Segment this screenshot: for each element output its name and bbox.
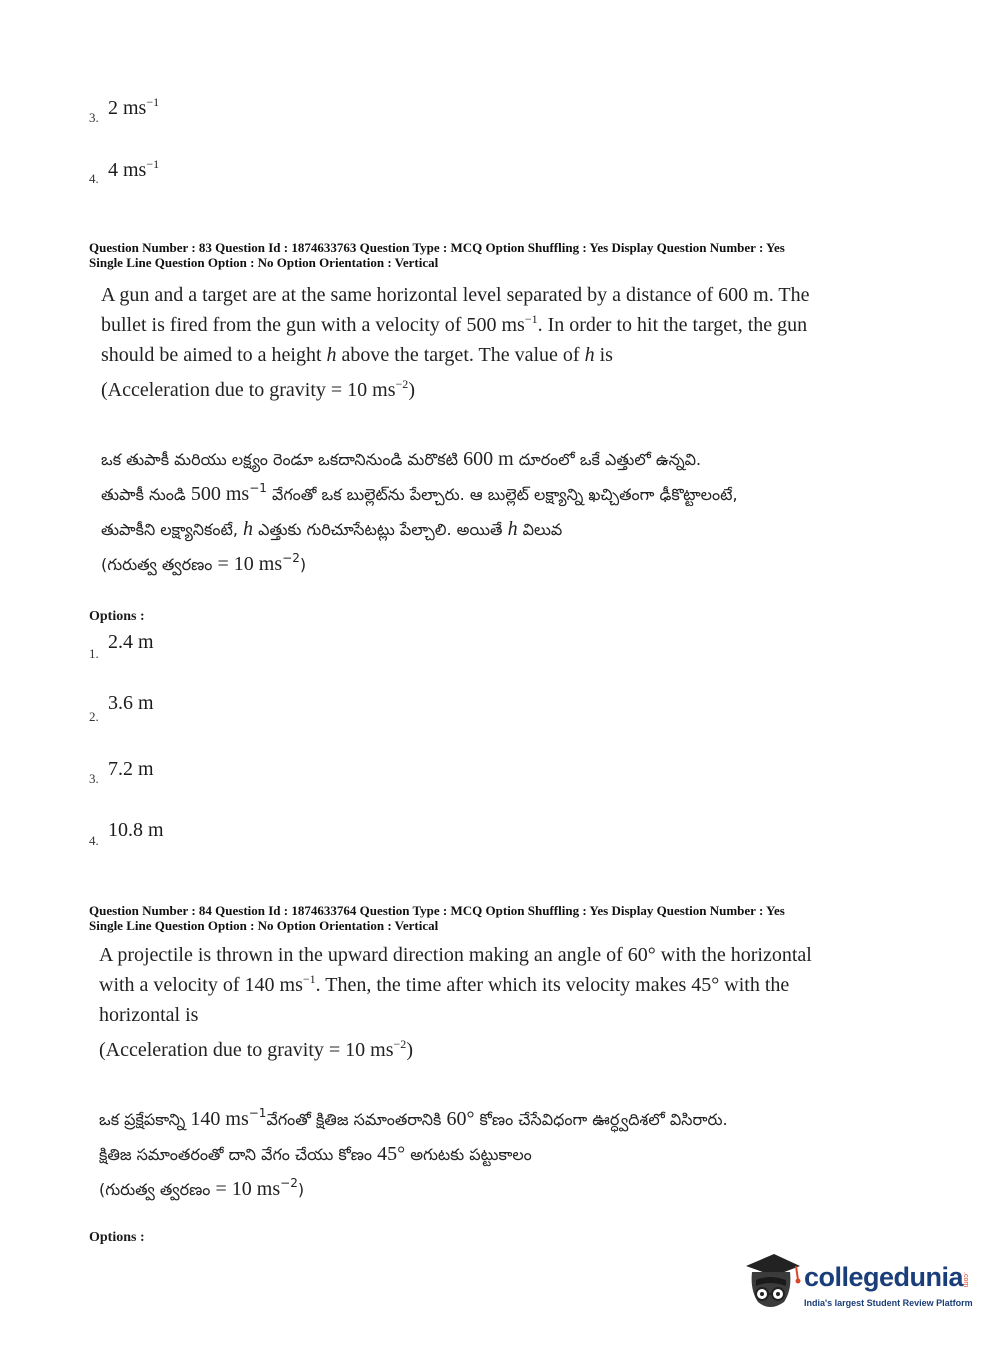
option-value: 2.4 m (108, 631, 154, 653)
option-value: 10.8 m (108, 819, 164, 841)
option-number: 2. (89, 709, 99, 724)
options-label: Options : (89, 609, 145, 624)
question-line: with a velocity of 140 $ms^{-1}$. Then, the time after which its velocity makes 45° with the (99, 972, 790, 996)
option-number: 4. (89, 171, 99, 186)
logo-tagline: India's largest Student Review Platform (804, 1298, 973, 1308)
mascot-icon (738, 1250, 802, 1314)
question-line: తుపాకీ నుండి 500 $ms^{-1}$ వేగంతో ఒక బుల్లెట్‌ను పేల్చారు. ఆ బుల్లెట్ లక్ష్యాన్ని ఖచ్చితంగా ఢీకొట్టాలంటే, (101, 481, 738, 505)
options-label: Options : (89, 1230, 145, 1245)
logo-domain: .com (962, 1272, 969, 1288)
question-line: (Acceleration due to gravity = 10 $ms^{-2}$) (101, 377, 415, 401)
meta-line: Single Line Question Option : No Option Orientation : Vertical (89, 255, 439, 270)
question-line: క్షితిజ సమాంతరంతో దాని వేగం చేయు కోణం 45° అగుటకు పట్టుకాలం (99, 1143, 532, 1165)
question-text-telugu (99, 1102, 728, 1207)
question-text-english (101, 280, 809, 405)
option-value: 2 $ms^{-1}$ (108, 95, 160, 119)
question-text-telugu (101, 442, 738, 582)
option-number: 4. (89, 833, 99, 848)
option-number: 1. (89, 646, 99, 661)
meta-line: Single Line Question Option : No Option Orientation : Vertical (89, 918, 439, 933)
question-meta (89, 240, 785, 270)
question-line: horizontal is (99, 1004, 199, 1026)
collegedunia-logo (738, 1248, 978, 1318)
question-line: ఒక ప్రక్షేపకాన్ని 140 $ms^{-1}వేగంతో$ క్షితిజ సమాంతరానికి 60° కోణం చేసేవిధంగా ఊర్ధ్వదిశలో విసిరారు. (99, 1106, 728, 1130)
question-line: A gun and a target are at the same horizontal level separated by a distance of 600 m. The (101, 284, 810, 306)
question-line: ఒక తుపాకీ మరియు లక్ష్యం రెండూ ఒకదానినుండి మరొకటి 600 m దూరంలో ఒకే ఎత్తులో ఉన్నవి. (101, 448, 702, 470)
question-line: (గురుత్వ త్వరణం = 10 $ms^{-2}$) (99, 1176, 305, 1200)
option-value: 3.6 m (108, 692, 154, 714)
meta-line: Question Number : 83 Question Id : 1874633763 Question Type : MCQ Option Shuffling : Yes Display Question Number : Yes (89, 240, 785, 255)
option-number: 3. (89, 110, 99, 125)
question-line: A projectile is thrown in the upward direction making an angle of 60° with the horizontal (99, 944, 812, 966)
question-line: bullet is fired from the gun with a velocity of 500 $ms^{-1}$. In order to hit the target, the gun (101, 312, 808, 336)
question-line: తుపాకీని లక్ష్యానికంటే, h ఎత్తుకు గురిచూసేటట్లు పేల్చాలి. అయితే h విలువ (101, 518, 563, 540)
option-value: 4 $ms^{-1}$ (108, 157, 160, 181)
option-number: 3. (89, 771, 99, 786)
option-value: 7.2 m (108, 758, 154, 780)
logo-wordmark: collegedunia (804, 1262, 964, 1292)
question-meta (89, 903, 785, 933)
question-text-english (99, 940, 812, 1065)
question-line: (గురుత్వ త్వరణం = 10 $ms^{-2}$) (101, 551, 307, 575)
question-line: (Acceleration due to gravity = 10 $ms^{-2}$) (99, 1037, 413, 1061)
meta-line: Question Number : 84 Question Id : 1874633764 Question Type : MCQ Option Shuffling : Yes Display Question Number : Yes (89, 903, 785, 918)
question-line: should be aimed to a height h above the target. The value of h is (101, 344, 613, 366)
